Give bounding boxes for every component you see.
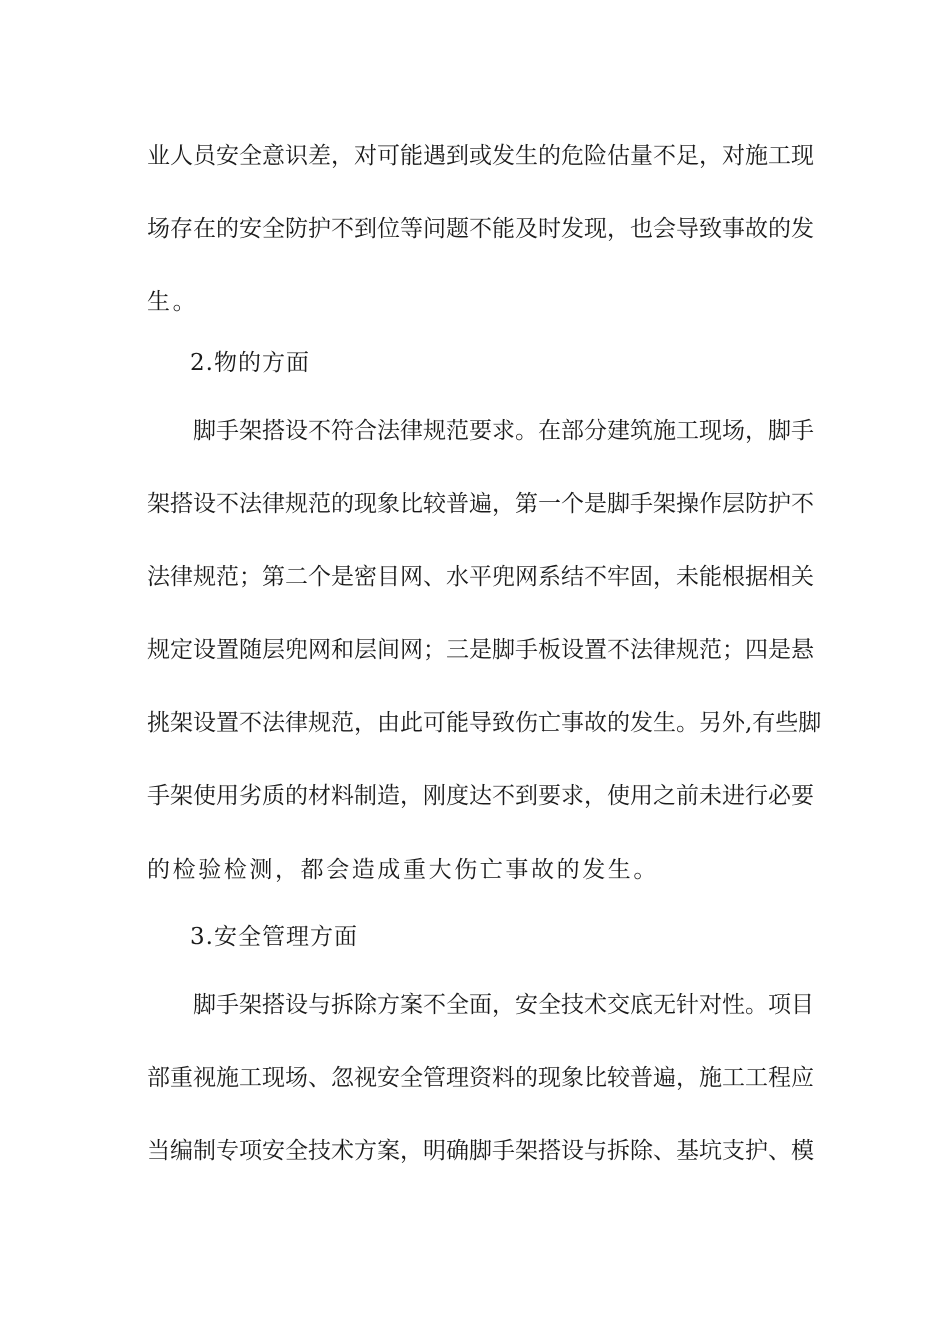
paragraph-line: 生。 bbox=[147, 289, 199, 315]
paragraph-line: 架搭设不法律规范的现象比较普遍，第一个是脚手架操作层防护不 bbox=[147, 491, 814, 517]
paragraph-line: 法律规范；第二个是密目网、水平兜网系结不牢固，未能根据相关 bbox=[147, 564, 814, 590]
paragraph-line: 场存在的安全防护不到位等问题不能及时发现，也会导致事故的发 bbox=[147, 216, 814, 242]
paragraph-line: 规定设置随层兜网和层间网；三是脚手板设置不法律规范；四是悬 bbox=[147, 637, 814, 663]
paragraph-line: 业人员安全意识差，对可能遇到或发生的危险估量不足，对施工现 bbox=[147, 143, 814, 169]
paragraph-line: 脚手架搭设不符合法律规范要求。在部分建筑施工现场，脚手 bbox=[193, 418, 814, 444]
section-heading: 3.安全管理方面 bbox=[190, 924, 358, 950]
section-heading: 2.物的方面 bbox=[190, 350, 310, 376]
paragraph-line: 当编制专项安全技术方案，明确脚手架搭设与拆除、基坑支护、模 bbox=[147, 1138, 814, 1164]
paragraph-line: 部重视施工现场、忽视安全管理资料的现象比较普遍，施工工程应 bbox=[147, 1065, 814, 1091]
paragraph-line: 手架使用劣质的材料制造，刚度达不到要求，使用之前未进行必要 bbox=[147, 783, 814, 809]
paragraph-line: 脚手架搭设与拆除方案不全面，安全技术交底无针对性。项目 bbox=[193, 992, 814, 1018]
paragraph-line: 的检验检测，都会造成重大伤亡事故的发生。 bbox=[147, 857, 659, 883]
paragraph-line: 挑架设置不法律规范，由此可能导致伤亡事故的发生。另外,有些脚 bbox=[147, 710, 822, 736]
